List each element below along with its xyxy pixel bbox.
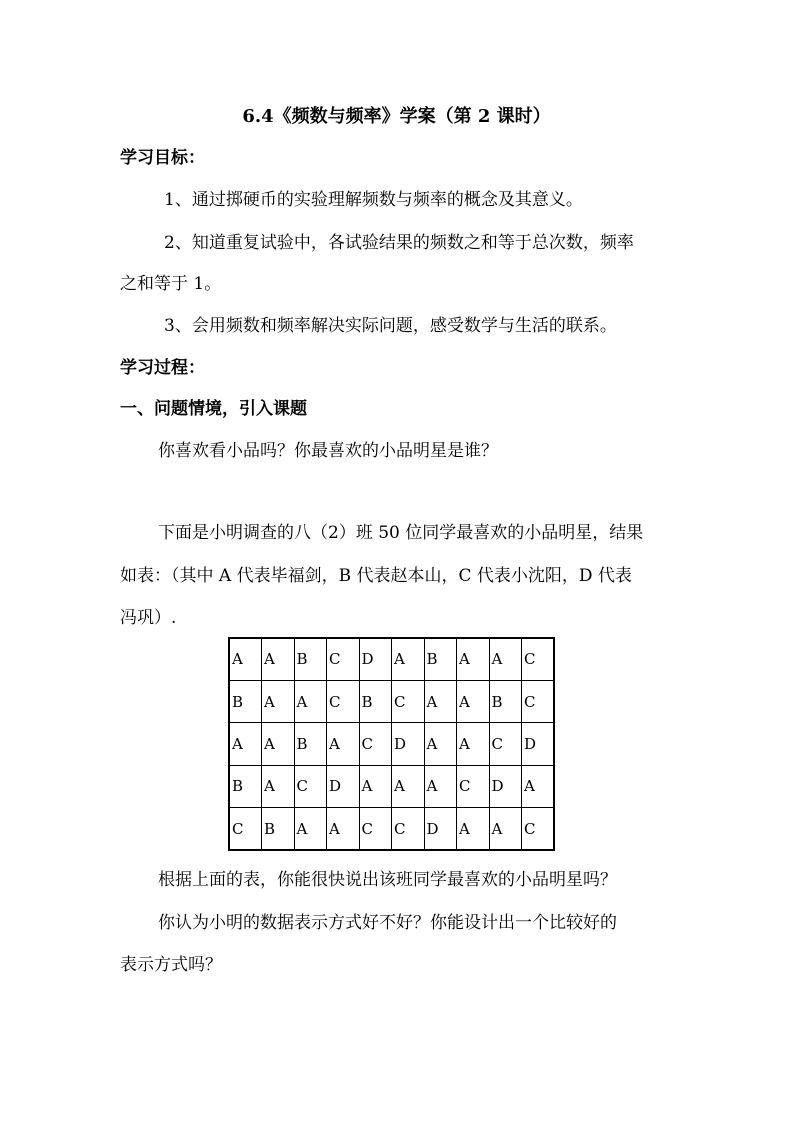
table-cell: A [294,680,327,722]
table-cell: B [424,638,457,680]
question-3-line-1: 你认为小明的数据表示方式好不好？你能设计出一个比较好的 [158,913,617,933]
objective-item-2-line-1: 2、知道重复试验中，各试验结果的频数之和等于总次数，频率 [164,233,634,253]
table-cell: C [294,765,327,807]
objective-item-2-line-2: 之和等于 1。 [120,274,222,294]
table-cell: A [327,808,360,850]
table-cell: D [392,723,425,765]
table-cell: C [359,723,392,765]
table-cell: A [457,808,490,850]
page-title: 6.4《频数与频率》学案（第 2 课时） [242,106,551,127]
table-cell: A [262,765,295,807]
table-cell: C [392,680,425,722]
table-cell: A [424,765,457,807]
table-cell: A [522,765,555,807]
table-row [229,723,554,765]
table-cell: C [327,680,360,722]
table-cell: C [457,765,490,807]
table-cell: D [327,765,360,807]
intro-line-2: 如表：（其中 A 代表毕福剑，B 代表赵本山，C 代表小沈阳，D 代表 [120,566,632,586]
question-2: 根据上面的表，你能很快说出该班同学最喜欢的小品明星吗？ [158,870,617,890]
table-cell: A [457,638,490,680]
table-row [229,765,554,807]
question-1: 你喜欢看小品吗？你最喜欢的小品明星是谁？ [158,441,498,461]
objective-item-1: 1、通过掷硬币的实验理解频数与频率的概念及其意义。 [164,190,583,210]
table-cell: A [392,638,425,680]
table-cell: A [359,765,392,807]
section-1-heading: 一、问题情境，引入课题 [120,399,307,419]
table-cell: C [392,808,425,850]
table-cell: A [229,723,262,765]
table-cell: B [359,680,392,722]
table-cell: C [522,638,555,680]
table-cell: B [489,680,522,722]
table-cell: C [359,808,392,850]
table-cell: A [262,680,295,722]
process-heading: 学习过程： [120,358,205,378]
table-cell: A [262,638,295,680]
table-cell: D [359,638,392,680]
table-cell: A [489,808,522,850]
table-cell: A [327,723,360,765]
table-cell: B [294,638,327,680]
table-cell: B [262,808,295,850]
intro-line-3: 冯巩）. [120,608,177,628]
table-cell: A [489,638,522,680]
table-cell: A [457,723,490,765]
table-cell: C [522,680,555,722]
table-row [229,808,554,850]
intro-line-1: 下面是小明调查的八（2）班 50 位同学最喜欢的小品明星，结果 [158,523,644,543]
table-cell: A [457,680,490,722]
table-cell: A [424,723,457,765]
table-cell: C [522,808,555,850]
table-row [229,680,554,722]
table-cell: A [424,680,457,722]
objective-item-3: 3、会用频数和频率解决实际问题，感受数学与生活的联系。 [164,316,617,336]
table-cell: D [489,765,522,807]
table-cell: A [229,638,262,680]
table-cell: B [294,723,327,765]
survey-table [228,637,555,851]
objectives-heading: 学习目标： [120,148,205,168]
table-cell: A [294,808,327,850]
table-cell: D [424,808,457,850]
table-row [229,638,554,680]
table-cell: A [392,765,425,807]
table-cell: C [489,723,522,765]
table-cell: B [229,680,262,722]
table-cell: C [327,638,360,680]
table-cell: D [522,723,555,765]
question-3-line-2: 表示方式吗？ [120,955,222,975]
table-cell: B [229,765,262,807]
table-cell: A [262,723,295,765]
table-cell: C [229,808,262,850]
